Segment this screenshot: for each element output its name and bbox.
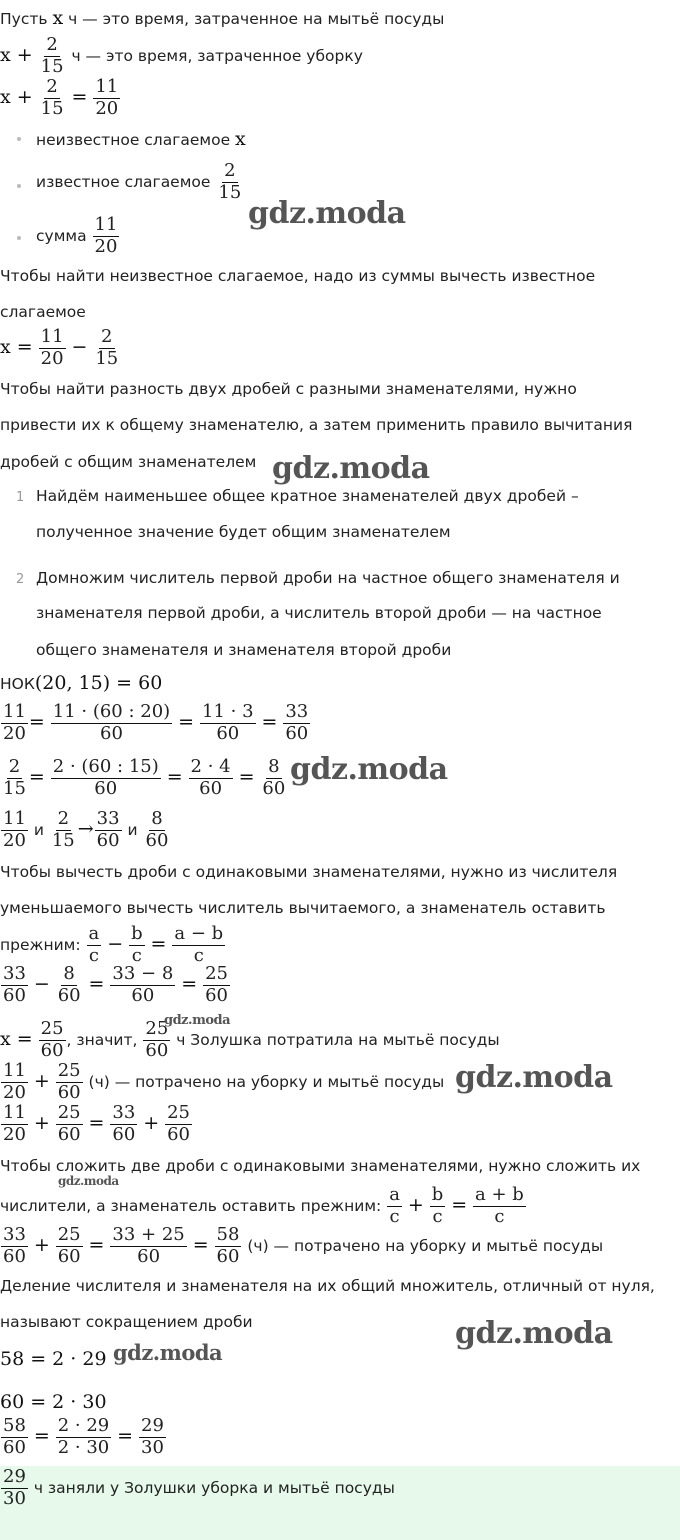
- numerator: 33: [96, 808, 120, 829]
- fraction: [1, 1226, 28, 1267]
- numerator: 58: [3, 1415, 26, 1436]
- equals: =: [238, 765, 255, 788]
- expr: x +: [0, 85, 33, 108]
- reduction-calc: [0, 1417, 167, 1458]
- denominator: 2 · 30: [57, 1436, 110, 1458]
- step-1: Найдём наименьшее общее кратное знаменателей двух дробей –: [36, 487, 579, 505]
- watermark-logo: gdz.moda: [58, 1174, 119, 1188]
- numerator: 2: [224, 160, 236, 181]
- fraction: [50, 810, 77, 851]
- denominator: 60: [100, 722, 123, 744]
- denominator: 60: [3, 984, 26, 1006]
- fraction-11-20: [93, 216, 120, 257]
- denominator: 15: [40, 55, 64, 77]
- intro-line: [0, 9, 444, 28]
- denominator: c: [131, 944, 142, 966]
- fraction: [189, 758, 233, 799]
- equals: =: [28, 765, 45, 788]
- numerator: 33: [3, 963, 26, 984]
- fraction: [110, 965, 175, 1006]
- numerator: 8: [268, 756, 280, 777]
- text: ч заняли у Золушки уборка и мытьё посуды: [28, 1478, 395, 1497]
- expr: x =: [0, 335, 33, 358]
- subtraction-calc: [0, 965, 231, 1006]
- numerator: a + b: [475, 1184, 524, 1205]
- fraction: [200, 703, 256, 744]
- rule-reduce: Деление числителя и знаменателя на их общий множитель, отличный от нуля,: [0, 1277, 655, 1295]
- denominator: 15: [3, 777, 26, 799]
- denominator: 20: [3, 722, 26, 744]
- list-number: 2: [16, 572, 25, 587]
- denominator: 20: [3, 1123, 26, 1145]
- watermark-logo: gdz.moda: [272, 451, 430, 486]
- text: неизвестное слагаемое: [36, 131, 236, 149]
- numerator: 2 · 29: [57, 1415, 110, 1436]
- fraction: [430, 1186, 446, 1227]
- fraction: [110, 1226, 186, 1267]
- text: Пусть: [0, 10, 53, 28]
- numerator: 29: [3, 1466, 26, 1487]
- denominator: 30: [3, 1487, 26, 1509]
- plus: +: [407, 1193, 424, 1216]
- fraction: [110, 1104, 137, 1145]
- factor-58: 58 = 2 · 29: [0, 1348, 107, 1370]
- bullet-sum: [36, 216, 120, 257]
- watermark-logo: gdz.moda: [455, 1060, 613, 1095]
- fraction-2-15: [39, 78, 66, 119]
- var-x: x: [235, 128, 246, 150]
- fraction: [51, 703, 172, 744]
- numerator: 11: [3, 1102, 26, 1123]
- denominator: c: [432, 1205, 443, 1227]
- numerator: 11: [94, 214, 118, 235]
- plus: +: [33, 1233, 50, 1256]
- rule-add-formula: [0, 1186, 527, 1227]
- fraction: [1, 810, 28, 851]
- bullet-unknown-addend: [36, 130, 246, 149]
- numerator: 2: [8, 756, 21, 777]
- fraction: [260, 758, 287, 799]
- denominator: 20: [95, 97, 119, 119]
- fraction-11-20: [39, 328, 66, 369]
- total-conversion: [0, 1104, 193, 1145]
- text: (ч) — потрачено на уборку и мытьё посуды: [242, 1236, 604, 1255]
- denominator: 60: [131, 984, 155, 1006]
- denominator: 60: [94, 777, 118, 799]
- fraction: [129, 925, 145, 966]
- fraction: [56, 1062, 83, 1103]
- minus: −: [71, 335, 88, 358]
- numerator: 2: [101, 326, 113, 347]
- denominator: 60: [216, 722, 240, 744]
- numerator: 11 · 3: [202, 701, 254, 722]
- denominator: 60: [40, 1039, 64, 1061]
- fraction: [1, 1104, 28, 1145]
- numerator: 8: [151, 808, 163, 829]
- denominator: 20: [94, 235, 118, 257]
- plus: +: [143, 1111, 160, 1134]
- bullet: [17, 184, 21, 188]
- expr: x =: [0, 1027, 33, 1050]
- arrow: →: [77, 817, 94, 840]
- numerator: 11 · (60 : 20): [52, 701, 171, 722]
- list-number: 1: [16, 490, 25, 505]
- numerator: 2 · 4: [190, 756, 231, 777]
- fraction: [473, 1186, 526, 1227]
- denominator: 60: [96, 829, 120, 851]
- step-2: Домножим числитель первой дроби на частное общего знаменателя и: [36, 569, 620, 587]
- fraction: [56, 965, 83, 1006]
- numerator: 25: [57, 1102, 81, 1123]
- denominator: 60: [167, 1123, 191, 1145]
- expr: x +: [0, 43, 33, 66]
- denominator: 15: [218, 181, 242, 203]
- x-expression: [0, 328, 121, 369]
- watermark-logo: gdz.moda: [290, 752, 448, 787]
- rule-subtract: Чтобы вычесть дроби с одинаковыми знаменателями, нужно из числителя: [0, 863, 618, 881]
- addition-calc: [0, 1226, 603, 1267]
- fraction: [1, 1062, 28, 1103]
- cleaning-time-line: [0, 36, 363, 77]
- numerator: 33: [285, 701, 309, 722]
- denominator: 60: [57, 984, 81, 1006]
- step-2-cont: общего знаменателя и знаменателя второй дроби: [36, 641, 452, 659]
- fraction: [144, 810, 171, 851]
- numerator: 11: [3, 1060, 26, 1081]
- watermark-logo: gdz.moda: [164, 1013, 231, 1028]
- numerator: 2: [46, 34, 58, 55]
- fraction-2-15: [216, 162, 243, 203]
- denominator: 60: [205, 984, 228, 1006]
- equals: =: [88, 1233, 105, 1256]
- x-result-line: [0, 1020, 500, 1061]
- denominator: 20: [3, 1081, 26, 1103]
- rule-difference-cont: привести их к общему знаменателю, а затем применить правило вычитания: [0, 416, 633, 434]
- denominator: c: [389, 1205, 400, 1227]
- equals: =: [71, 85, 88, 108]
- denominator: 60: [199, 777, 223, 799]
- equals: =: [88, 972, 105, 995]
- numerator: 25: [57, 1224, 81, 1245]
- fraction: [95, 810, 122, 851]
- minus: −: [107, 932, 124, 955]
- step-2-cont: знаменателя первой дроби, а числитель второй дроби — на частное: [36, 604, 602, 622]
- fraction: [1, 965, 28, 1006]
- conversion-11-20: [0, 703, 311, 744]
- fraction: [215, 1226, 242, 1267]
- fraction: [56, 1417, 112, 1458]
- fraction-2-15: [93, 328, 120, 369]
- text: ч Золушка потратила на мытьё посуды: [171, 1030, 500, 1049]
- denominator: 20: [3, 829, 26, 851]
- numerator: 25: [205, 963, 228, 984]
- fraction-2-15: [39, 36, 66, 77]
- fraction: [387, 1186, 402, 1227]
- rule-difference: Чтобы найти разность двух дробей с разными знаменателями, нужно: [0, 380, 577, 398]
- numerator: 11: [3, 808, 26, 829]
- equals: =: [117, 1424, 134, 1447]
- numerator: 33: [3, 1224, 26, 1245]
- numerator: 2: [46, 76, 58, 97]
- minus: −: [33, 972, 50, 995]
- fraction: [1, 703, 28, 744]
- bullet: [17, 137, 21, 141]
- equation-line: [0, 78, 121, 119]
- text: сумма: [36, 226, 92, 245]
- numerator: 58: [216, 1224, 240, 1245]
- equals: =: [261, 710, 278, 733]
- watermark-logo: gdz.moda: [113, 1340, 223, 1365]
- fraction: [203, 965, 230, 1006]
- fraction: [283, 703, 310, 744]
- numerator: 33 − 8: [112, 963, 174, 984]
- numerator: 11: [3, 701, 26, 722]
- denominator: c: [193, 944, 204, 966]
- denominator: 60: [145, 1039, 169, 1061]
- text: , значит,: [66, 1030, 143, 1049]
- text: прежним:: [0, 935, 86, 954]
- denominator: 60: [262, 777, 286, 799]
- lcm-line: [0, 674, 162, 693]
- rule-unknown-addend: Чтобы найти неизвестное слагаемое, надо из суммы вычесть известное: [0, 267, 596, 285]
- fraction: [165, 1104, 192, 1145]
- denominator: 60: [145, 829, 169, 851]
- numerator: 25: [57, 1060, 81, 1081]
- factor-60: 60 = 2 · 30: [0, 1391, 107, 1413]
- denominator: 60: [216, 1245, 240, 1267]
- numerator: 25: [145, 1018, 169, 1039]
- numerator: a: [88, 923, 100, 944]
- denominator: 60: [57, 1123, 81, 1145]
- denominator: c: [88, 944, 99, 966]
- plus: +: [33, 1069, 50, 1092]
- rule-subtract-cont: уменьшаемого вычесть числитель вычитаемого, а знаменатель оставить: [0, 899, 606, 917]
- equals: =: [181, 972, 198, 995]
- lcm-label: НОК: [0, 675, 35, 693]
- numerator: 2 · (60 : 15): [52, 756, 159, 777]
- denominator: 20: [40, 347, 64, 369]
- plus: +: [33, 1111, 50, 1134]
- text: известное слагаемое: [36, 172, 216, 191]
- bullet-known-addend: [36, 162, 244, 203]
- numerator: 29: [141, 1415, 164, 1436]
- fraction: [56, 1226, 83, 1267]
- step-1-cont: полученное значение будет общим знаменателем: [36, 523, 451, 541]
- rule-subtract-formula: [0, 925, 226, 966]
- rule-unknown-addend-cont: слагаемое: [0, 303, 86, 321]
- denominator: 60: [3, 1245, 26, 1267]
- numerator: 11: [95, 76, 119, 97]
- text: числители, а знаменатель оставить прежним:: [0, 1196, 387, 1215]
- denominator: 15: [40, 97, 64, 119]
- numerator: 25: [40, 1018, 64, 1039]
- equals: =: [28, 710, 45, 733]
- numerator: b: [131, 923, 143, 944]
- numerator: 25: [167, 1102, 191, 1123]
- fraction-mapping: [0, 810, 171, 851]
- total-expression: [0, 1062, 444, 1103]
- equals: =: [88, 1111, 105, 1134]
- text: ч — это время, затраченное на мытьё посуды: [63, 10, 445, 28]
- numerator: a − b: [174, 923, 224, 944]
- fraction: [1, 1468, 28, 1509]
- denominator: 15: [51, 829, 75, 851]
- expr: (20, 15) = 60: [34, 672, 163, 694]
- denominator: c: [494, 1205, 505, 1227]
- conversion-2-15: [0, 758, 288, 799]
- equals: =: [178, 710, 195, 733]
- numerator: 2: [57, 808, 70, 829]
- numerator: 11: [40, 326, 64, 347]
- denominator: 60: [57, 1081, 81, 1103]
- denominator: 60: [3, 1436, 26, 1458]
- denominator: 60: [57, 1245, 81, 1267]
- text: (ч) — потрачено на уборку и мытьё посуды: [83, 1072, 445, 1091]
- equals: =: [192, 1233, 209, 1256]
- fraction: [172, 925, 225, 966]
- equals: =: [33, 1424, 50, 1447]
- watermark-logo: gdz.moda: [455, 1316, 613, 1351]
- watermark-logo: gdz.moda: [248, 196, 406, 231]
- fraction: [139, 1417, 166, 1458]
- rule-reduce-cont: называют сокращением дроби: [0, 1313, 253, 1331]
- var-x: x: [52, 7, 64, 29]
- text: и: [28, 820, 49, 839]
- text: ч — это время, затраченное уборку: [66, 46, 363, 65]
- bullet: [17, 236, 21, 240]
- fraction-11-20: [93, 78, 120, 119]
- rule-difference-cont: дробей с общим знаменателем: [0, 453, 257, 471]
- rule-add: Чтобы сложить две дроби с одинаковыми знаменателями, нужно сложить их: [0, 1157, 641, 1175]
- numerator: b: [431, 1184, 444, 1205]
- final-answer: [0, 1468, 395, 1509]
- equals: =: [166, 765, 183, 788]
- denominator: 60: [112, 1123, 136, 1145]
- equals: =: [150, 932, 167, 955]
- denominator: 30: [141, 1436, 164, 1458]
- numerator: 33 + 25: [112, 1224, 185, 1245]
- equals: =: [451, 1193, 468, 1216]
- denominator: 60: [137, 1245, 161, 1267]
- fraction: [51, 758, 161, 799]
- fraction: [56, 1104, 83, 1145]
- fraction: [87, 925, 102, 966]
- text: и: [122, 820, 143, 839]
- numerator: 8: [63, 963, 75, 984]
- numerator: a: [389, 1184, 400, 1205]
- numerator: 33: [112, 1102, 136, 1123]
- fraction: [1, 1417, 28, 1458]
- fraction: [39, 1020, 66, 1061]
- denominator: 15: [95, 347, 119, 369]
- denominator: 60: [285, 722, 309, 744]
- fraction: [1, 758, 28, 799]
